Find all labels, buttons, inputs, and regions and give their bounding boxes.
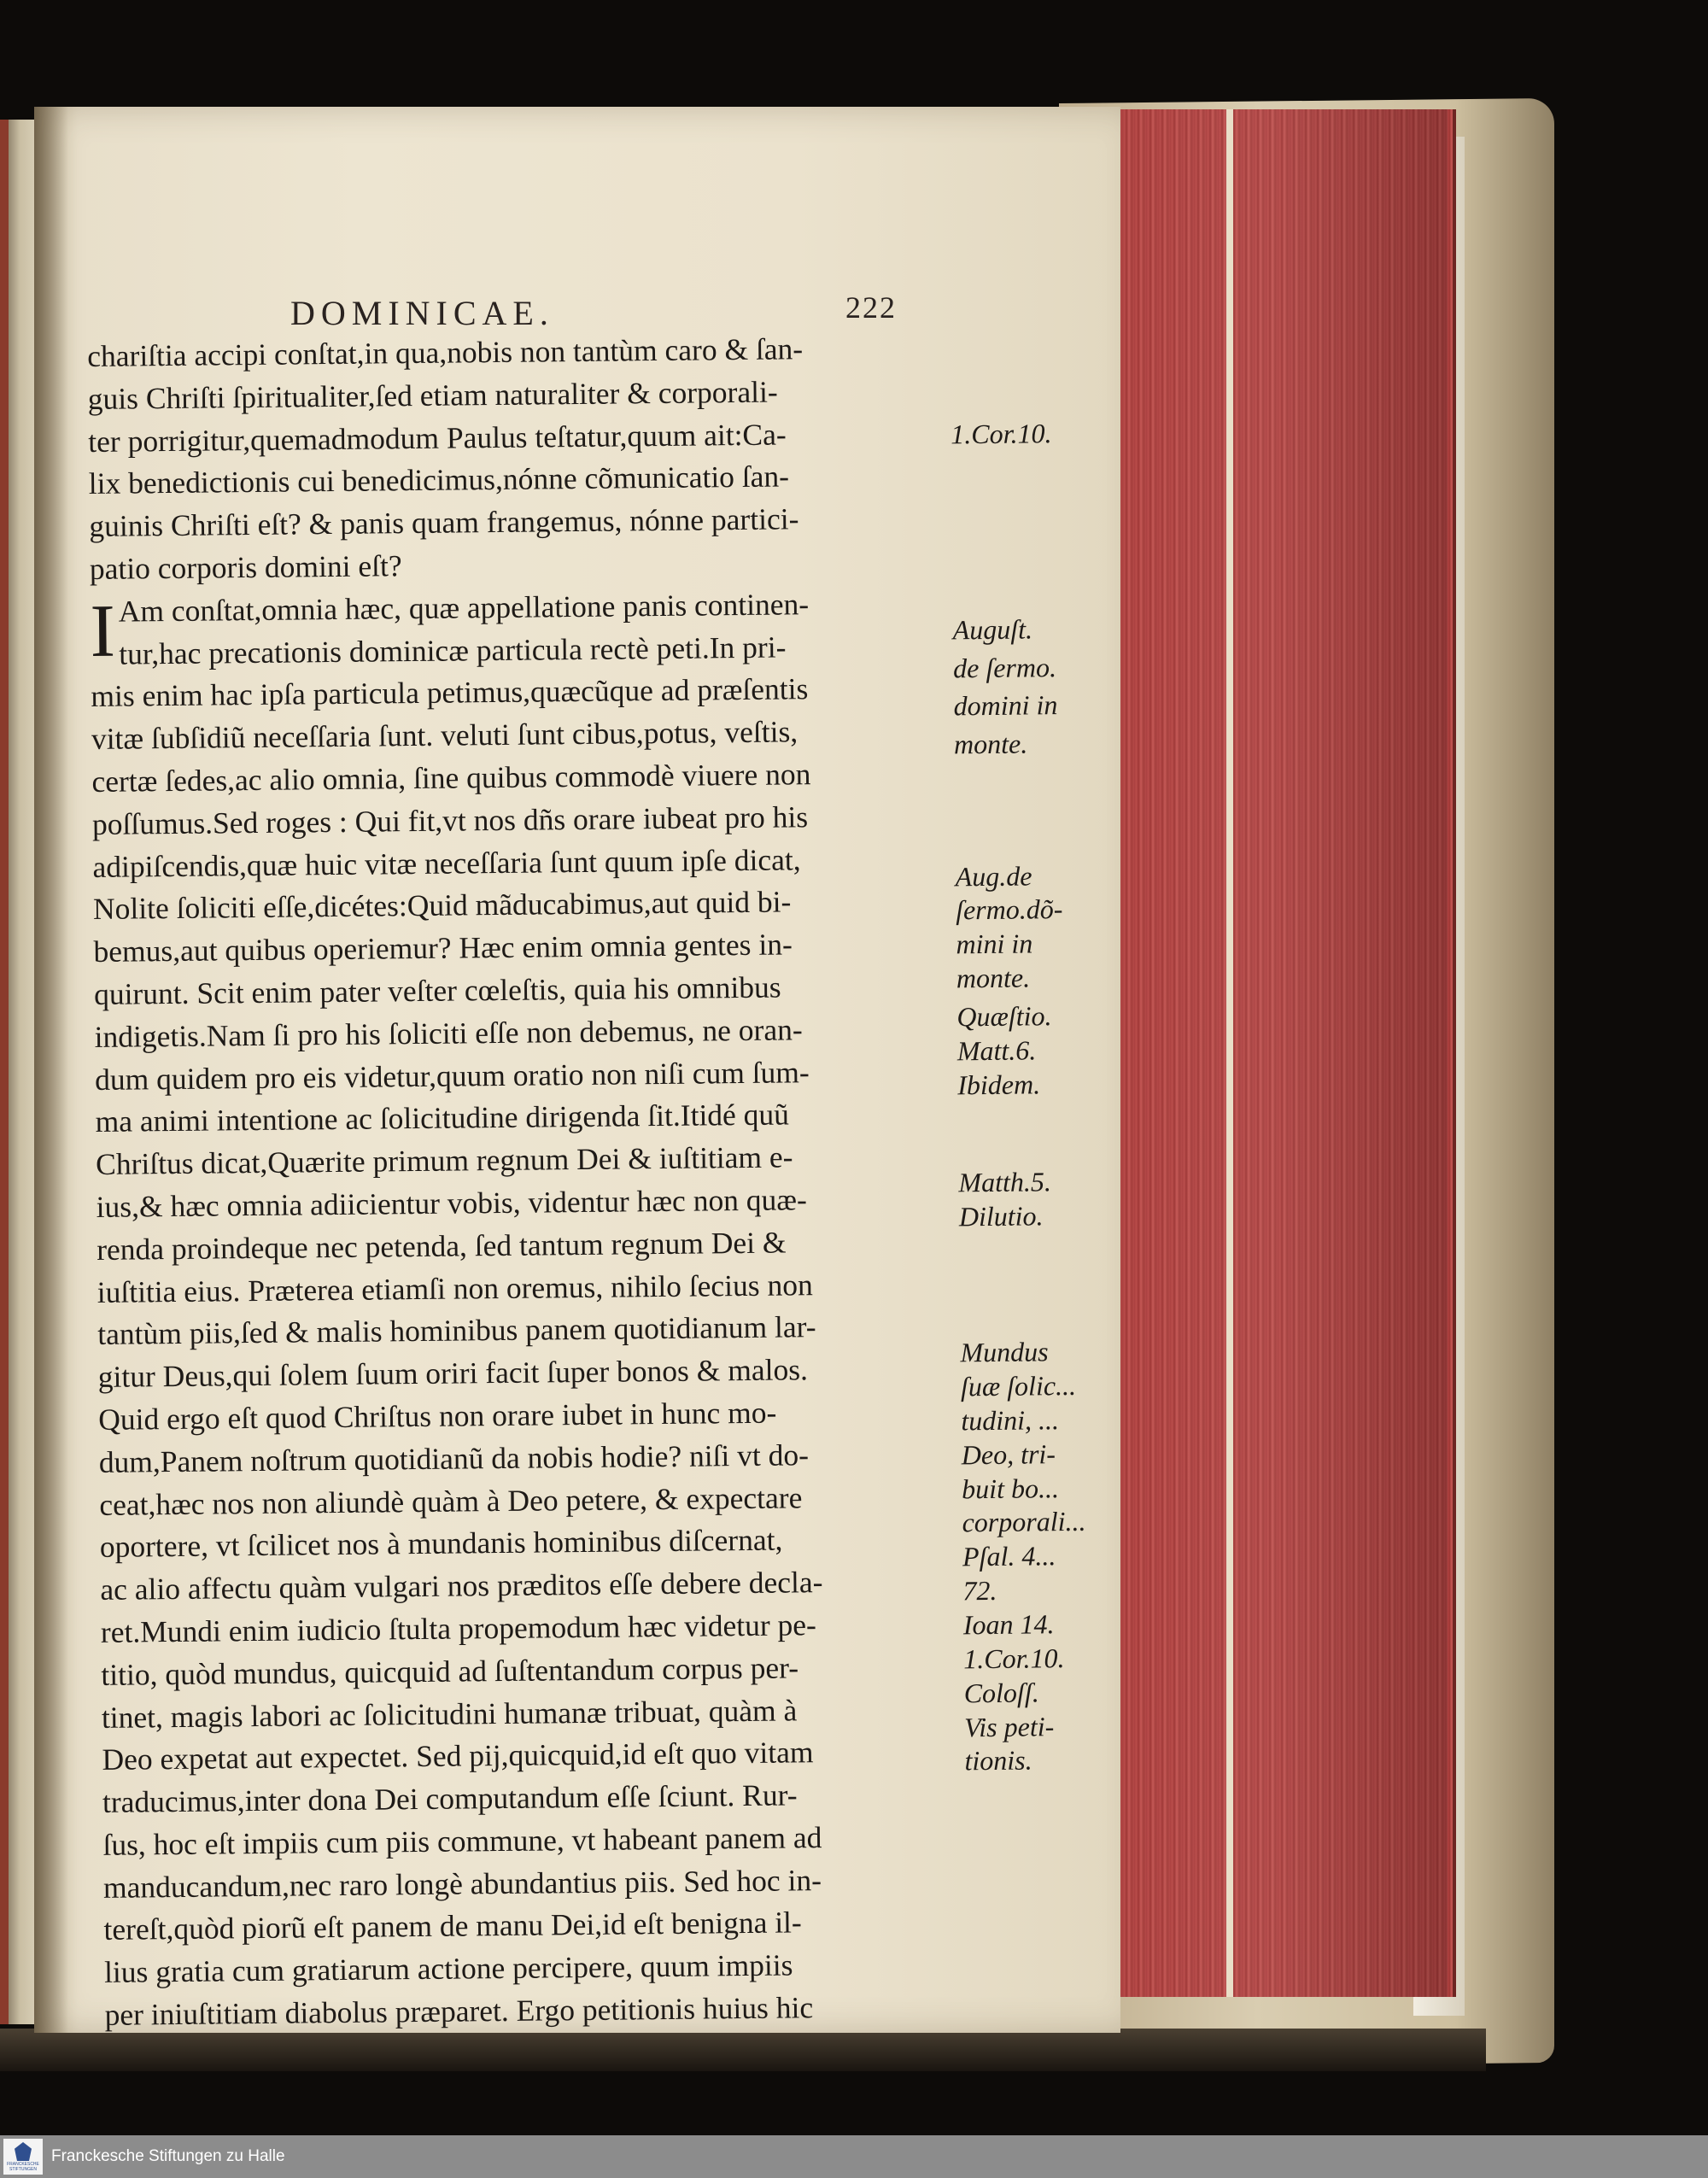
footer-bar <box>0 2135 1708 2178</box>
text-line-content: chariſtia accipi conſtat,in qua,nobis non tantùm caro & ſan- <box>87 331 804 373</box>
text-line-content: Am conſtat,omnia hæc, quæ appellatione panis continen- <box>118 586 810 629</box>
text-line-content: tinet, magis labori ac ſolicitudini humanæ tribuat, quàm à <box>101 1692 798 1735</box>
text-line-content: dum quidem pro eis videtur,quum oratio non niſi cum ſum- <box>94 1054 810 1097</box>
text-line <box>101 1646 921 1697</box>
logo-emblem-icon <box>15 2142 32 2161</box>
institution-name: Franckesche Stiftungen zu Halle <box>51 2147 285 2165</box>
book-page <box>34 107 1120 2033</box>
text-line <box>96 1178 915 1229</box>
text-line <box>93 922 913 974</box>
text-line-content: titio, quòd mundus, quicquid ad ſuſtentandum corpus per- <box>101 1650 799 1692</box>
running-head-title: DOMINICAE. <box>290 294 554 332</box>
text-line-content: guis Chriſti ſpiritualiter,ſed etiam naturaliter & corporali- <box>87 374 778 416</box>
text-line-content: vitæ ſubſidiũ neceſſaria ſunt. veluti ſunt cibus,potus, veſtis, <box>91 714 798 757</box>
text-line-content: lius gratia cum gratiarum actione percipere, quum impiis <box>103 1947 793 1990</box>
text-line-content: ret.Mundi enim iudicio ſtulta propemodum hæc videtur pe- <box>100 1607 817 1649</box>
text-line <box>102 1730 921 1782</box>
text-line-content: renda proindeque nec petenda, ſed tantum regnum Dei & <box>96 1225 787 1267</box>
text-line-content: per iniuſtitiam diabolus præparet. Ergo petitionis huius hic <box>104 1990 814 2032</box>
text-line-content: tantùm piis,ſed & malis hominibus panem quotidianum lar- <box>97 1309 816 1352</box>
text-line-content: certæ ſedes,ac alio omnia, ſine quibus commodè viuere non <box>91 757 811 799</box>
text-line-content: Quid ergo eſt quod Chriſtus non orare iubet in hunc mo- <box>98 1395 777 1437</box>
text-line-content: tereſt,quòd piorũ eſt panem de manu Dei,id eſt benigna il- <box>103 1905 802 1947</box>
text-line-content: quirunt. Scit enim pater veſter cœleſtis, quia his omnibus <box>93 969 781 1011</box>
body-text <box>87 327 1086 2037</box>
margin-note: ſermo.dõ- <box>955 893 1063 926</box>
margin-note: domini in <box>953 689 1058 722</box>
margin-note: Dilutio. <box>958 1200 1044 1232</box>
margin-note: 1.Cor.10. <box>963 1642 1065 1675</box>
text-line-content: bemus,aut quibus operiemur? Hæc enim omnia gentes in- <box>93 927 793 969</box>
text-line-content: ſus, hoc eſt impiis cum piis commune, vt habeant panem ad <box>102 1819 822 1862</box>
text-line-content: Chriſtus dicat,Quærite primum regnum Dei & iuſtitiam e- <box>95 1139 793 1182</box>
text-line-content: ius,& hæc omnia adiicientur vobis, videntur hæc non quæ- <box>96 1182 808 1224</box>
text-line <box>95 1050 915 1101</box>
margin-note: Aug.de <box>955 859 1032 892</box>
text-line-content: ac alio affectu quàm vulgari nos præditos eſſe debere decla- <box>100 1565 823 1607</box>
text-line-content: guinis Chriſti eſt? & panis quam frangemus, nónne partici- <box>89 501 799 544</box>
text-line-content: iuſtitia eius. Præterea etiamſi non oremus, nihilo ſecius non <box>97 1267 813 1309</box>
text-line <box>104 1986 924 2037</box>
text-line-content: tur,hac precationis dominicæ particula rectè peti.In pri- <box>119 629 787 671</box>
margin-note: tudini, ... <box>961 1404 1060 1437</box>
text-line <box>87 327 907 378</box>
text-line-content: ma animi intentione ac ſolicitudine dirigenda ſit.Itidé quũ <box>95 1097 790 1139</box>
margin-note: Deo, tri- <box>961 1437 1056 1471</box>
text-line-content: manducandum,nec raro longè abundantius piis. Sed hoc in- <box>102 1862 822 1905</box>
text-line <box>98 1348 918 1399</box>
institution-logo <box>3 2139 43 2175</box>
text-line-content: dum,Panem noſtrum quotidianũ da nobis hodie? niſi vt do- <box>98 1437 810 1479</box>
text-line-content: oportere, vt ſcilicet nos à mundanis hominibus diſcernat, <box>99 1522 783 1565</box>
margin-note: tionis. <box>964 1744 1032 1777</box>
margin-note: de ſermo. <box>952 651 1057 683</box>
margin-note: monte. <box>956 962 1031 994</box>
text-line-content: traducimus,inter dona Dei computandum eſſe ſciunt. Rur- <box>102 1777 798 1819</box>
page-number: 222 <box>845 290 897 325</box>
margin-note: Ioan 14. <box>962 1608 1055 1641</box>
margin-note: Matth.5. <box>958 1166 1052 1198</box>
margin-note: monte. <box>953 728 1028 760</box>
margin-note: Ibidem. <box>957 1068 1041 1100</box>
margin-note: mini in <box>956 928 1033 960</box>
text-line-content: ceat,hæc nos non aliundè quàm à Deo petere, & expectare <box>99 1479 803 1522</box>
margin-note: ſuæ ſolic... <box>960 1370 1077 1402</box>
text-line <box>99 1475 919 1526</box>
text-line <box>103 1900 923 1952</box>
margin-note: Mundus <box>960 1336 1049 1368</box>
margin-note: Vis peti- <box>963 1710 1055 1742</box>
margin-note: corporali... <box>962 1506 1086 1538</box>
margin-note: Matt.6. <box>956 1034 1037 1067</box>
text-line-content: lix benedictionis cui benedicimus,nónne cõmunicatio ſan- <box>88 459 790 501</box>
text-line-content: patio corporis domini eſt? <box>89 548 402 586</box>
text-line-content: mis enim hac ipſa particula petimus,quæcũque ad præſentis <box>91 671 809 714</box>
text-line-content: poſſumus.Sed roges : Qui fit,vt nos dñs orare iubeat pro his <box>91 799 809 841</box>
drop-cap: I <box>90 589 116 673</box>
margin-note: Quæſtio. <box>956 1000 1052 1033</box>
text-line-content: Deo expetat aut expectet. Sed pij,quicquid,id eſt quo vitam <box>102 1735 814 1777</box>
text-line-content: adipiſcendis,quæ huic vitæ neceſſaria ſunt quum ipſe dicat, <box>92 841 801 884</box>
text-line <box>89 497 909 548</box>
left-red-edge <box>0 120 9 2024</box>
margin-note: Coloſſ. <box>963 1677 1039 1709</box>
text-line-content: gitur Deus,qui ſolem ſuum oriri facit ſuper bonos & malos. <box>97 1352 809 1395</box>
margin-note: 1.Cor.10. <box>951 417 1052 450</box>
margin-notes <box>950 325 1120 1777</box>
text-line-content: indigetis.Nam ſi pro his ſoliciti eſſe non debemus, ne oran- <box>94 1012 803 1054</box>
margin-note: 72. <box>962 1575 997 1607</box>
margin-note: Auguſt. <box>952 613 1033 646</box>
text-line-content: Nolite ſoliciti eſſe,dicétes:Quid mãducabimus,aut quid bi- <box>92 884 792 927</box>
text-line-content: ter porrigitur,quemadmodum Paulus teſtatur,quum ait:Ca- <box>88 417 787 459</box>
margin-note: buit bo... <box>962 1472 1060 1504</box>
margin-note: Pſal. 4... <box>962 1540 1056 1572</box>
logo-caption: FRANCKESCHE STIFTUNGEN <box>7 2162 39 2172</box>
